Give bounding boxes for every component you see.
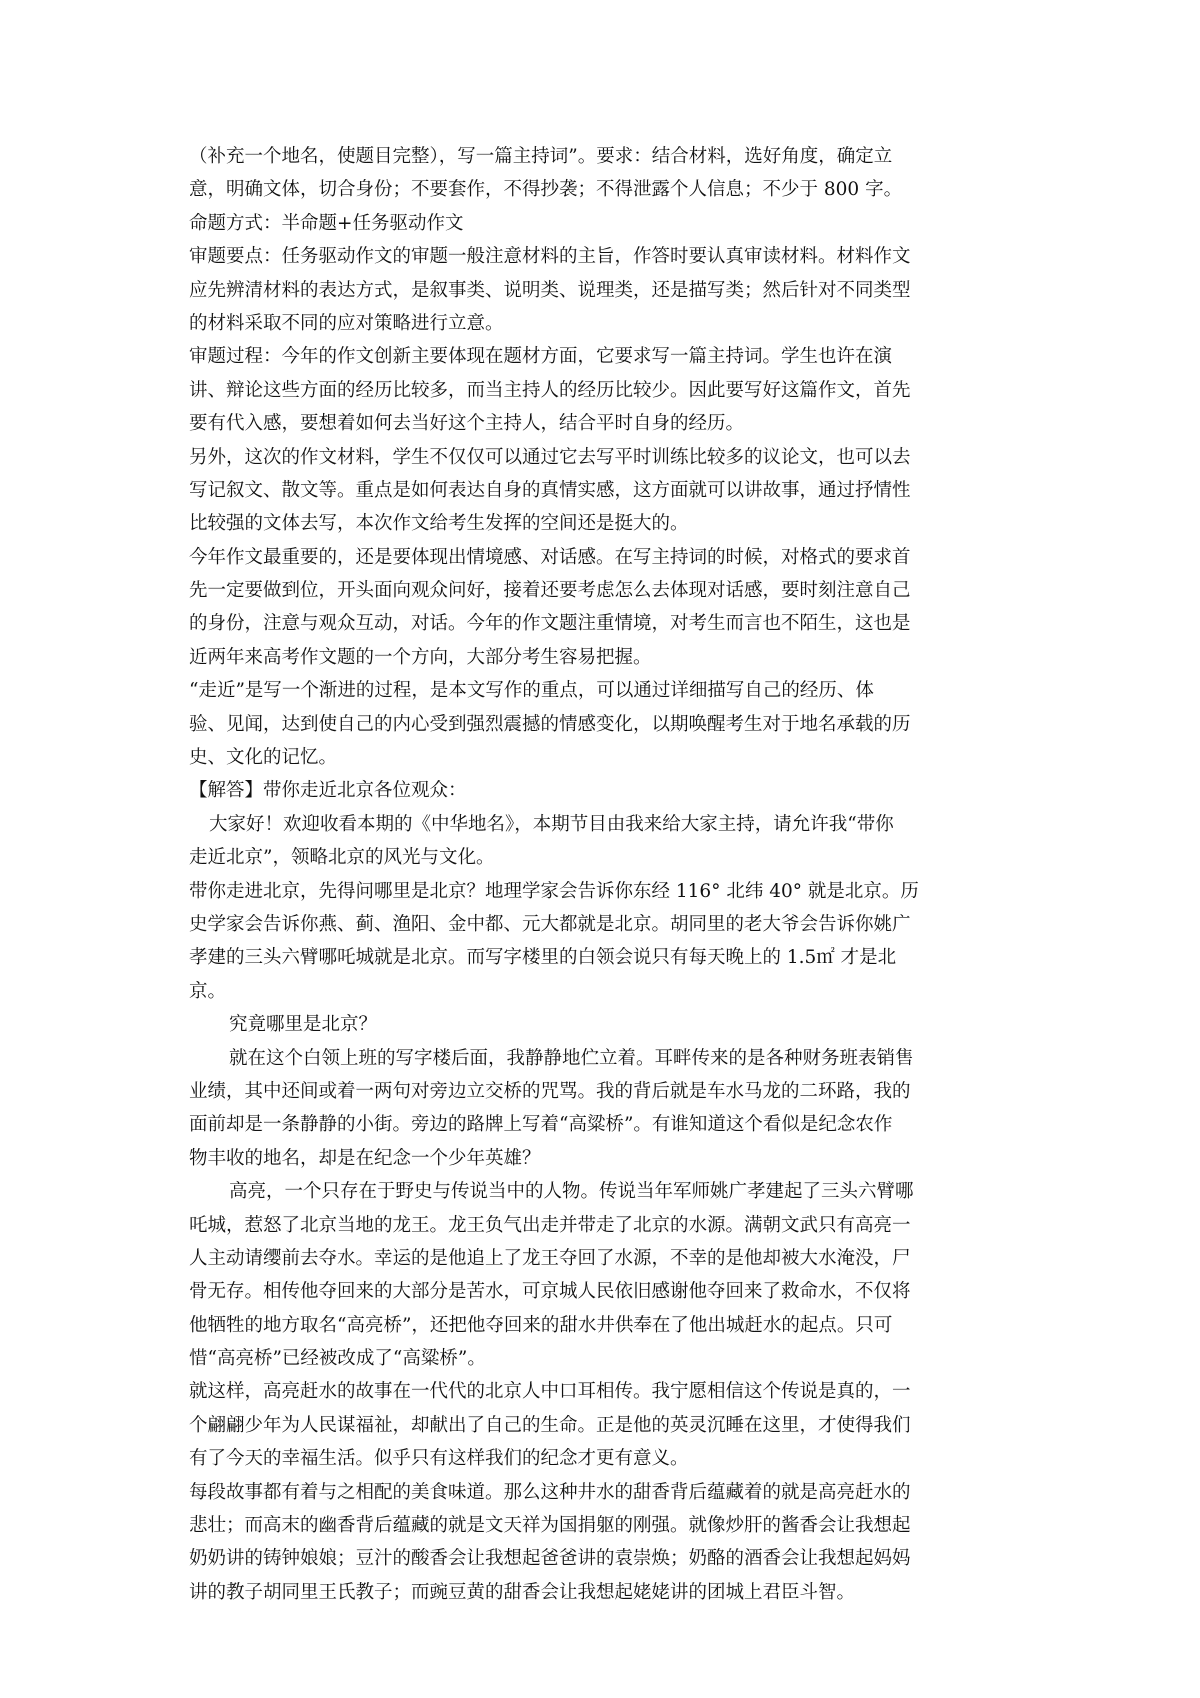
document-page [189,140,1019,1643]
text-line [189,1609,1019,1642]
text-line: （补充一个地名，使题目完整），写一篇主持词”。要求：结合材料，选好角度，确定立 [189,146,893,167]
text-line: 人主动请缨前去夺水。幸运的是他追上了龙王夺回了水源，不幸的是他却被大水淹没，尸 [189,1247,911,1269]
text-line: 每段故事都有着与之相配的美食味道。那么这种井水的甜香背后蕴藏着的就是高亮赶水的 [189,1481,911,1503]
text-line: 个翩翩少年为人民谋福祉，却献出了自己的生命。正是他的英灵沉睡在这里，才使得我们 [189,1414,911,1436]
text-line: 【解答】带你走近北京各位观众： [189,780,467,802]
text-line: 讲的教子胡同里王氏教子；而豌豆黄的甜香会让我想起姥姥讲的团城上君臣斗智。 [189,1581,856,1603]
text-line: 物丰收的地名，却是在纪念一个少年英雄？ [189,1147,541,1169]
text-line: 讲、辩论这些方面的经历比较多，而当主持人的经历比较少。因此要写好这篇作文，首先 [189,379,911,401]
text-line: 今年作文最重要的，还是要体现出情境感、对话感。在写主持词的时候，对格式的要求首 [189,546,911,568]
text-line: 孝建的三头六臂哪吒城就是北京。而写字楼里的白领会说只有每天晚上的 1.5㎡ 才是北 [189,947,897,969]
text-line: 要有代入感，要想着如何去当好这个主持人，结合平时自身的经历。 [189,413,745,435]
text-line: 业绩，其中还间或着一两句对旁边立交桥的咒骂。我的背后就是车水马龙的二环路，我的 [189,1080,911,1102]
text-line: 京。 [189,980,227,1002]
text-line: 就这样，高亮赶水的故事在一代代的北京人中口耳相传。我宁愿相信这个传说是真的，一 [189,1381,911,1403]
text-line: 面前却是一条静静的小街。旁边的路牌上写着“高粱桥”。有谁知道这个看似是纪念农作 [189,1114,893,1136]
text-line: 的身份，注意与观众互动，对话。今年的作文题注重情境，对考生而言也不陌生，这也是 [189,613,911,635]
text-line: 骨无存。相传他夺回来的大部分是苦水，可京城人民依旧感谢他夺回来了救命水，不仅将 [189,1281,911,1303]
text-line: 究竟哪里是北京？ [229,1014,378,1036]
text-line: 大家好！欢迎收看本期的《中华地名》，本期节目由我来给大家主持，请允许我“带你 [209,813,894,835]
text-line: 应先辨清材料的表达方式，是叙事类、说明类、说理类，还是描写类；然后针对不同类型 [189,279,911,301]
text-line: 意，明确文体，切合身份；不要套作，不得抄袭；不得泄露个人信息；不少于 800 字。 [189,179,903,201]
text-line: 的材料采取不同的应对策略进行立意。 [189,312,504,334]
text-line: 审题要点：任务驱动作文的审题一般注意材料的主旨，作答时要认真审读材料。材料作文 [189,246,911,268]
text-line: 验、见闻，达到使自己的内心受到强烈震撼的情感变化，以期唤醒考生对于地名承载的历 [189,713,911,735]
text-line: 史、文化的记忆。 [189,747,338,769]
text-line: 另外，这次的作文材料，学生不仅仅可以通过它去写平时训练比较多的议论文，也可以去 [189,446,911,468]
text-line: 近两年来高考作文题的一个方向，大部分考生容易把握。 [189,646,652,668]
text-line: 写记叙文、散文等。重点是如何表达自身的真情实感，这方面就可以讲故事，通过抒情性 [189,479,911,501]
text-line: 比较强的文体去写，本次作文给考生发挥的空间还是挺大的。 [189,513,689,535]
text-line: 惜“高亮桥”已经被改成了“高粱桥”。 [189,1348,486,1370]
text-line: 他牺牲的地方取名“高亮桥”，还把他夺回来的甜水井供奉在了他出城赶水的起点。只可 [189,1314,893,1336]
text-line: “走近”是写一个渐进的过程，是本文写作的重点，可以通过详细描写自己的经历、体 [189,680,874,702]
text-line: 奶奶讲的铸钟娘娘；豆汁的酸香会让我想起爸爸讲的袁崇焕；奶酪的酒香会让我想起妈妈 [189,1548,911,1570]
text-line: 先一定要做到位，开头面向观众问好，接着还要考虑怎么去体现对话感，要时刻注意自己 [189,580,911,602]
text-line: 有了今天的幸福生活。似乎只有这样我们的纪念才更有意义。 [189,1448,689,1470]
text-line: 吒城，惹怒了北京当地的龙王。龙王负气出走并带走了北京的水源。满朝文武只有高亮一 [189,1214,911,1236]
text-line: 审题过程：今年的作文创新主要体现在题材方面，它要求写一篇主持词。学生也许在演 [189,346,893,368]
text-line: 带你走进北京，先得问哪里是北京？地理学家会告诉你东经 116° 北纬 40° 就是北京。历 [189,880,919,902]
text-line: 走近北京”，领略北京的风光与文化。 [189,847,495,869]
text-line: 高亮，一个只存在于野史与传说当中的人物。传说当年军师姚广孝建起了三头六臂哪 [229,1181,914,1203]
text-line: 史学家会告诉你燕、蓟、渔阳、金中都、元大都就是北京。胡同里的老大爷会告诉你姚广 [189,913,911,935]
text-line: 命题方式：半命题+任务驱动作文 [189,212,464,234]
text-line: 悲壮；而高末的幽香背后蕴藏的就是文天祥为国捐躯的刚强。就像炒肝的酱香会让我想起 [189,1515,911,1537]
text-line: 就在这个白领上班的写字楼后面，我静静地伫立着。耳畔传来的是各种财务班表销售 [229,1047,914,1069]
